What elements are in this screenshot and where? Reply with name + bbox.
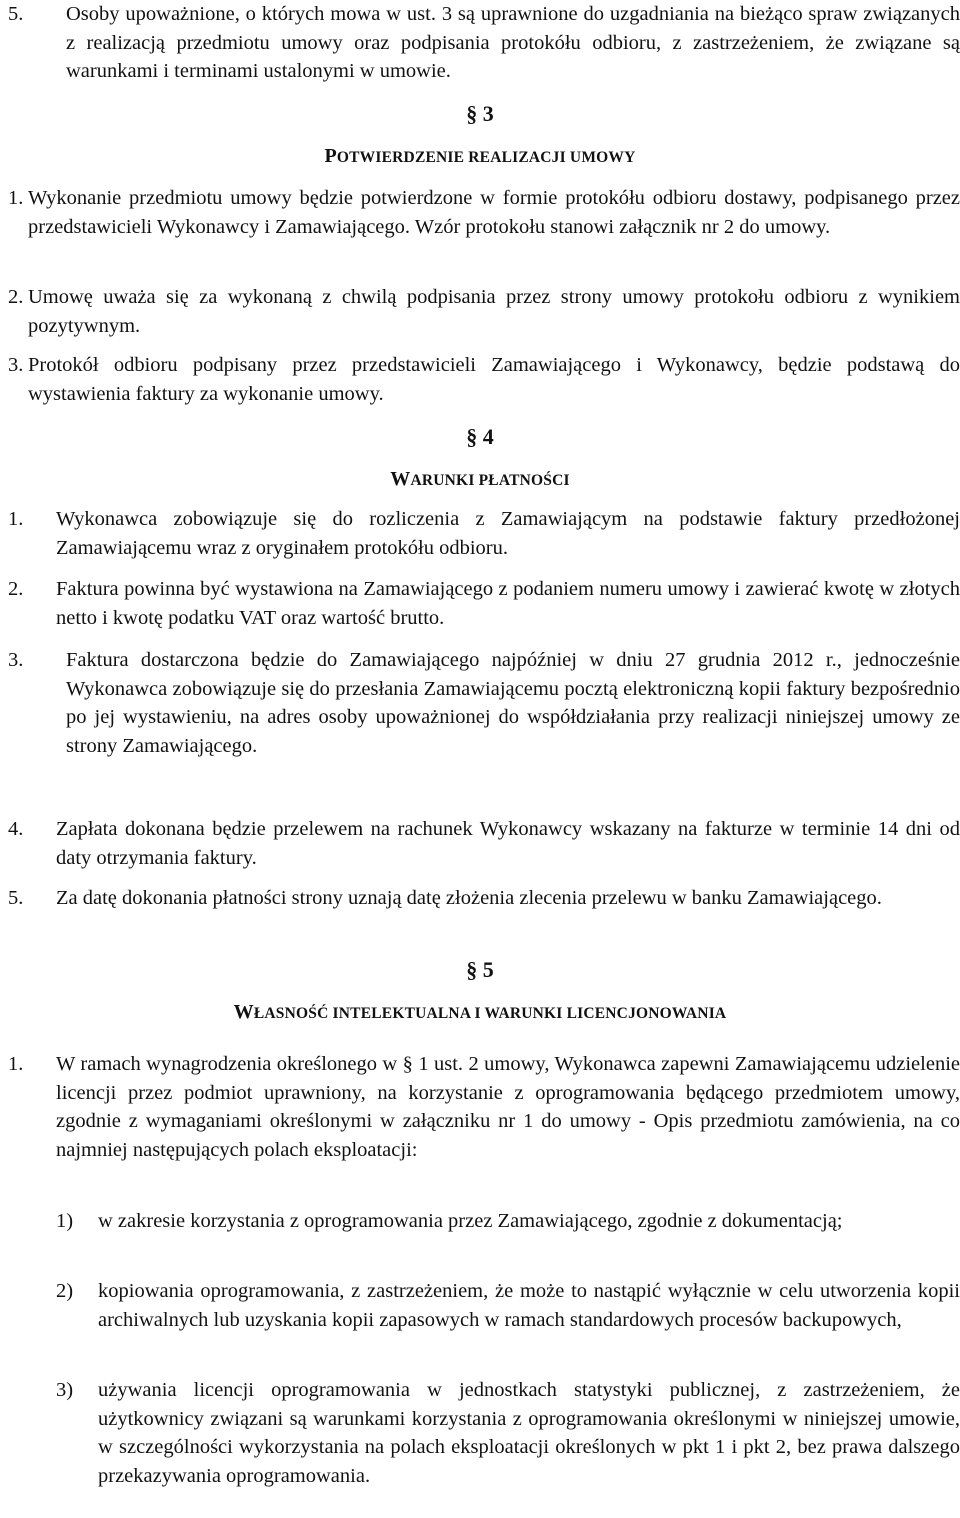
item-text: Umowę uważa się za wykonaną z chwilą podpisania przez strony umowy protokołu odbioru z wynikiem pozytywnym. — [28, 286, 960, 337]
sub-item-number: 1) — [56, 1210, 74, 1232]
item-number: 5. — [8, 3, 24, 25]
item-text: Wykonanie przedmiotu umowy będzie potwierdzone w formie protokółu odbioru dostawy, podpisanego przez przedstawicieli Wykonawcy i Zamawiającego. Wzór protokołu stanowi załącznik nr 2 do umowy. — [28, 187, 960, 238]
sub-item-number: 2) — [56, 1280, 74, 1302]
sub-item-number: 3) — [56, 1379, 74, 1401]
section-title: WARUNKI PŁATNOŚCI — [390, 468, 570, 490]
item-text: W ramach wynagrodzenia określonego w § 1 ust. 2 umowy, Wykonawca zapewni Zamawiającemu udzielenie licencji przez podmiot uprawniony, na korzystanie z oprogramowania będącego przedmiotem umowy, zgodnie z wymaganiami określonymi w załączniku nr 1 do umowy - Opis przedmiotu zamówienia, na co najmniej następujących polach eksploatacji: — [56, 1053, 960, 1161]
item-number: 4. — [8, 818, 24, 840]
section-title: WŁASNOŚĆ INTELEKTUALNA I WARUNKI LICENCJONOWANIA — [233, 1001, 727, 1023]
item-number: 2. — [8, 578, 24, 600]
item-text: Zapłata dokonana będzie przelewem na rachunek Wykonawcy wskazany na fakturze w terminie 14 dni od daty otrzymania faktury. — [56, 818, 960, 869]
item-number: 3. — [8, 354, 24, 376]
item-text: Wykonawca zobowiązuje się do rozliczenia z Zamawiającym na podstawie faktury przedłożonej Zamawiającemu wraz z oryginałem protokółu odbioru. — [56, 508, 960, 559]
item-number: 2. — [8, 286, 24, 308]
item-number: 1. — [8, 187, 24, 209]
item-number: 1. — [8, 1053, 24, 1075]
item-text: Osoby upoważnione, o których mowa w ust. 3 są uprawnione do uzgadniania na bieżąco spraw związanych z realizacją przedmiotu umowy oraz podpisania protokółu odbioru, z zastrzeżeniem, że związane są warunkami i terminami ustalonymi w umowie. — [66, 3, 960, 82]
section-symbol: § 5 — [466, 957, 494, 982]
section-title: POTWIERDZENIE REALIZACJI UMOWY — [324, 145, 636, 167]
section-symbol: § 3 — [466, 101, 494, 126]
sub-item-text: w zakresie korzystania z oprogramowania przez Zamawiającego, zgodnie z dokumentacją; — [98, 1210, 843, 1232]
item-text: Faktura dostarczona będzie do Zamawiającego najpóźniej w dniu 27 grudnia 2012 r., jednocześnie Wykonawca zobowiązuje się do przesłania Zamawiającemu pocztą elektroniczną kopii faktury bezpośrednio po jej wystawieniu, na adres osoby upoważnionej do współdziałania przy realizacji niniejszej umowy ze strony Zamawiającego. — [66, 649, 960, 757]
section-symbol: § 4 — [466, 424, 494, 449]
item-text: Faktura powinna być wystawiona na Zamawiającego z podaniem numeru umowy i zawierać kwotę w złotych netto i kwotę podatku VAT oraz wartość brutto. — [56, 578, 960, 629]
item-number: 5. — [8, 887, 24, 909]
sub-item-text: kopiowania oprogramowania, z zastrzeżeniem, że może to nastąpić wyłącznie w celu utworzenia kopii archiwalnych lub uzyskania kopii zapasowych w ramach standardowych procesów backupowych, — [98, 1280, 960, 1331]
item-number: 1. — [8, 508, 24, 530]
item-number: 3. — [8, 649, 24, 671]
sub-item-text: używania licencji oprogramowania w jednostkach statystyki publicznej, z zastrzeżeniem, że użytkownicy związani są warunkami korzystania z oprogramowania określonymi w niniejszej umowie, w szczególności wykorzystania na polach eksploatacji określonych w pkt 1 i pkt 2, bez prawa dalszego przekazywania oprogramowania. — [98, 1379, 960, 1487]
item-text: Protokół odbioru podpisany przez przedstawicieli Zamawiającego i Wykonawcy, będzie podstawą do wystawienia faktury za wykonanie umowy. — [28, 354, 960, 405]
item-text: Za datę dokonania płatności strony uznają datę złożenia zlecenia przelewu w banku Zamawiającego. — [56, 887, 882, 909]
